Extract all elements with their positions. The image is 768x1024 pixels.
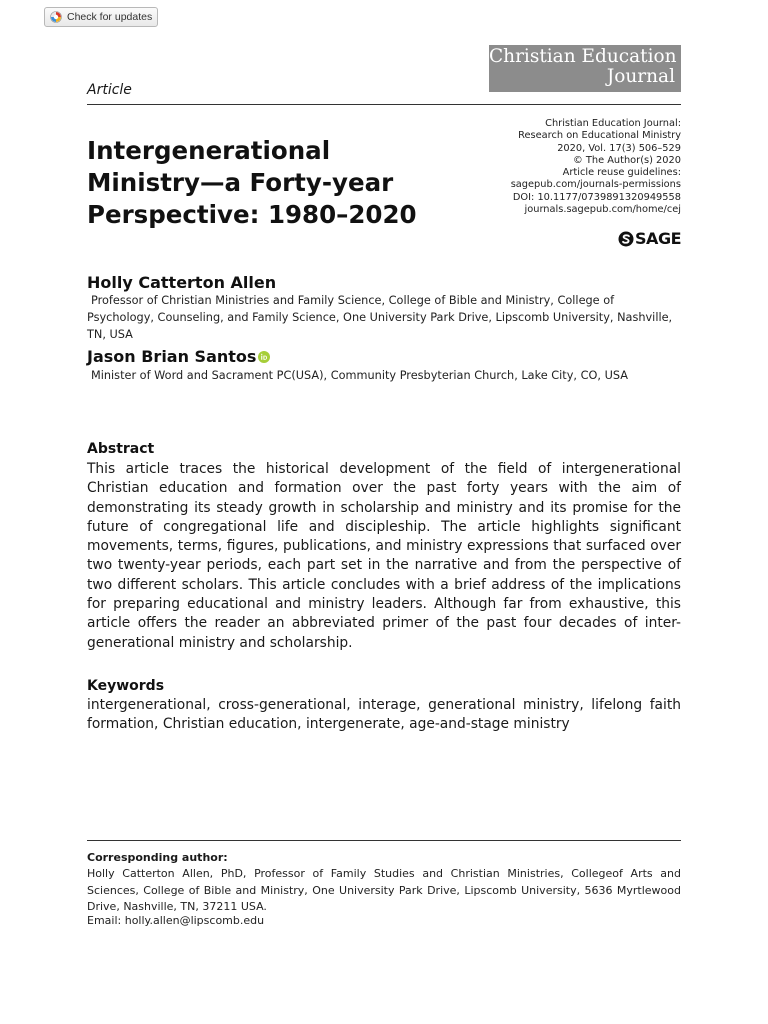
author-1-name-text: Holly Catterton Allen <box>87 273 277 292</box>
citation-volume: 2020, Vol. 17(3) 506–529 <box>557 142 681 154</box>
citation-permissions-link[interactable]: sagepub.com/journals-permissions <box>510 179 681 191</box>
sage-logo <box>618 229 681 248</box>
citation-copyright: © The Author(s) 2020 <box>572 154 681 166</box>
article-type: Article <box>87 82 132 98</box>
sage-s-icon <box>618 231 634 247</box>
check-for-updates-button[interactable] <box>44 7 158 27</box>
crossmark-icon <box>50 11 62 23</box>
journal-logo-line1: Christian Education <box>489 46 677 67</box>
title-line2: Ministry—a Forty-year <box>87 168 394 197</box>
author-2-name-text: Jason Brian Santos <box>87 347 257 366</box>
check-for-updates-label: Check for updates <box>67 11 153 23</box>
citation-doi[interactable]: DOI: 10.1177/0739891320949558 <box>512 191 681 203</box>
journal-logo-line2: Journal <box>606 66 675 87</box>
corresponding-author-email[interactable]: Email: holly.allen@lipscomb.edu <box>87 914 265 927</box>
orcid-icon[interactable] <box>258 351 270 363</box>
corresponding-author-text: Holly Catterton Allen, PhD, Professor of Family Studies and Christian Ministries, Collegeof Arts and Sciences, College of Bible and Ministry, One University Park Drive, Lipscomb University, 5636 Myrtlewood Drive, Nashville, TN, 37211 USA. <box>87 867 681 913</box>
keywords-text: intergenerational, cross-generational, interage, generational ministry, lifelong faith formation, Christian education, intergenerate, age-and-stage ministry <box>87 697 681 733</box>
footnote-divider <box>87 840 681 841</box>
author-affiliation-2: Minister of Word and Sacrament PC(USA), Community Presbyterian Church, Lake City, CO, USA <box>91 369 628 382</box>
author-name-2 <box>87 347 270 366</box>
journal-logo <box>489 45 681 92</box>
citation-reuse-label: Article reuse guidelines: <box>562 167 681 179</box>
article-title <box>87 135 467 231</box>
title-line1: Intergenerational <box>87 136 331 165</box>
header-divider <box>87 104 681 105</box>
citation-info <box>461 118 681 216</box>
sage-logo-text: SAGE <box>635 229 681 248</box>
author-name-1 <box>87 273 276 292</box>
abstract-heading: Abstract <box>87 441 155 457</box>
keywords-heading: Keywords <box>87 678 165 694</box>
abstract-text: This article traces the historical development of the field of intergenerational Christian education and formation over the past forty years with the aim of demonstrating its steady growth in scholarship and ministry and its promise for the future of congregational life and discipleship. The article highlights significant movements, terms, figures, publications, and ministry expressions that surfaced over two twenty-year periods, each part set in the narrative and from the perspective of two different scholars. This article concludes with a brief address of the implications for preparing educational and ministry leaders. Although far from exhaustive, this article offers the reader an abbreviated primer of the past four decades of inter-generational ministry and scholarship. <box>87 461 681 651</box>
citation-journal-link[interactable]: journals.sagepub.com/home/cej <box>524 204 681 216</box>
citation-journal: Christian Education Journal: <box>545 118 681 129</box>
author-affiliation-1: Professor of Christian Ministries and Family Science, College of Bible and Ministry, College of Psychology, Counseling, and Family Science, One University Park Drive, Lipscomb University, Nashville, TN, USA <box>87 294 673 341</box>
title-line3: Perspective: 1980–2020 <box>87 200 417 229</box>
citation-subtitle: Research on Educational Ministry <box>518 130 681 142</box>
corresponding-author-heading: Corresponding author: <box>87 851 228 864</box>
